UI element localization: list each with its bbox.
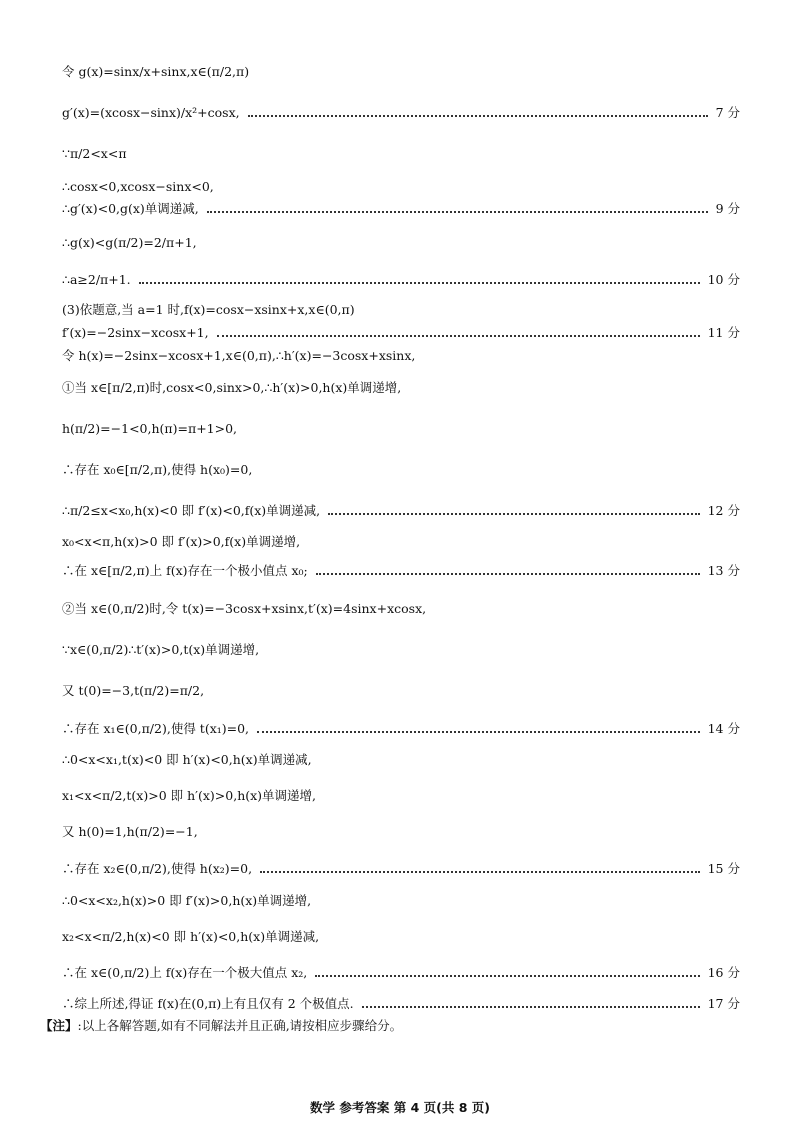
line-9: f′(x)=−2sinx−xcosx+1, 11 分 [62, 325, 740, 340]
line-13: ∴存在 x₀∈[π/2,π),使得 h(x₀)=0, [62, 462, 253, 477]
line-14: ∴π/2≤x<x₀,h(x)<0 即 f′(x)<0,f(x)单调递减, 12 分 [62, 503, 740, 518]
line-16: ∴在 x∈[π/2,π)上 f(x)存在一个极小值点 x₀; 13 分 [62, 563, 740, 578]
line-11: ①当 x∈[π/2,π)时,cosx<0,sinx>0,∴h′(x)>0,h(x)单调递增, [62, 380, 402, 395]
line-23: 又 h(0)=1,h(π/2)=−1, [62, 824, 198, 839]
leader-dots [362, 1006, 700, 1008]
line-1: 令 g(x)=sinx/x+sinx,x∈(π/2,π) [62, 64, 250, 79]
line-12: h(π/2)=−1<0,h(π)=π+1>0, [62, 421, 238, 436]
leader-dots [315, 975, 699, 977]
line-19: 又 t(0)=−3,t(π/2)=π/2, [62, 683, 205, 698]
line-18: ∵x∈(0,π/2)∴t′(x)>0,t(x)单调递增, [62, 642, 260, 657]
note-label: 【注】 [40, 1018, 78, 1033]
line-7: ∴a≥2/π+1. 10 分 [62, 272, 740, 287]
line-3: ∵π/2<x<π [62, 146, 127, 161]
line-6: ∴g(x)<g(π/2)=2/π+1, [62, 235, 197, 250]
line-28: ∴综上所述,得证 f(x)在(0,π)上有且仅有 2 个极值点. 17 分 [62, 996, 740, 1011]
leader-dots [260, 871, 700, 873]
line-2: g′(x)=(xcosx−sinx)/x²+cosx, 7 分 [62, 105, 740, 120]
leader-dots [316, 573, 700, 575]
line-4: ∴cosx<0,xcosx−sinx<0, [62, 179, 214, 194]
leader-dots [257, 731, 700, 733]
leader-dots [248, 115, 708, 117]
leader-dots [217, 335, 700, 337]
line-20: ∴存在 x₁∈(0,π/2),使得 t(x₁)=0, 14 分 [62, 721, 740, 736]
line-22: x₁<x<π/2,t(x)>0 即 h′(x)>0,h(x)单调递增, [62, 788, 317, 803]
leader-dots [139, 282, 700, 284]
line-27: ∴在 x∈(0,π/2)上 f(x)存在一个极大值点 x₂, 16 分 [62, 965, 740, 980]
line-25: ∴0<x<x₂,h(x)>0 即 f′(x)>0,h(x)单调递增, [62, 893, 312, 908]
line-17: ②当 x∈(0,π/2)时,令 t(x)=−3cosx+xsinx,t′(x)=4sinx+xcosx, [62, 601, 427, 616]
line-21: ∴0<x<x₁,t(x)<0 即 h′(x)<0,h(x)单调递减, [62, 752, 312, 767]
line-26: x₂<x<π/2,h(x)<0 即 h′(x)<0,h(x)单调递减, [62, 929, 320, 944]
line-8: (3)依题意,当 a=1 时,f(x)=cosx−xsinx+x,x∈(0,π) [62, 302, 355, 317]
leader-dots [207, 211, 708, 213]
line-5: ∴g′(x)<0,g(x)单调递减, 9 分 [62, 201, 740, 216]
note [40, 1018, 740, 1034]
line-15: x₀<x<π,h(x)>0 即 f′(x)>0,f(x)单调递增, [62, 534, 301, 549]
note-text: :以上各解答题,如有不同解法并且正确,请按相应步骤给分。 [77, 1018, 403, 1033]
leader-dots [328, 513, 699, 515]
page-footer: 数学 参考答案 第 4 页(共 8 页) [310, 1100, 490, 1115]
line-24: ∴存在 x₂∈(0,π/2),使得 h(x₂)=0, 15 分 [62, 861, 740, 876]
line-10: 令 h(x)=−2sinx−xcosx+1,x∈(0,π),∴h′(x)=−3cosx+xsinx, [62, 348, 416, 363]
